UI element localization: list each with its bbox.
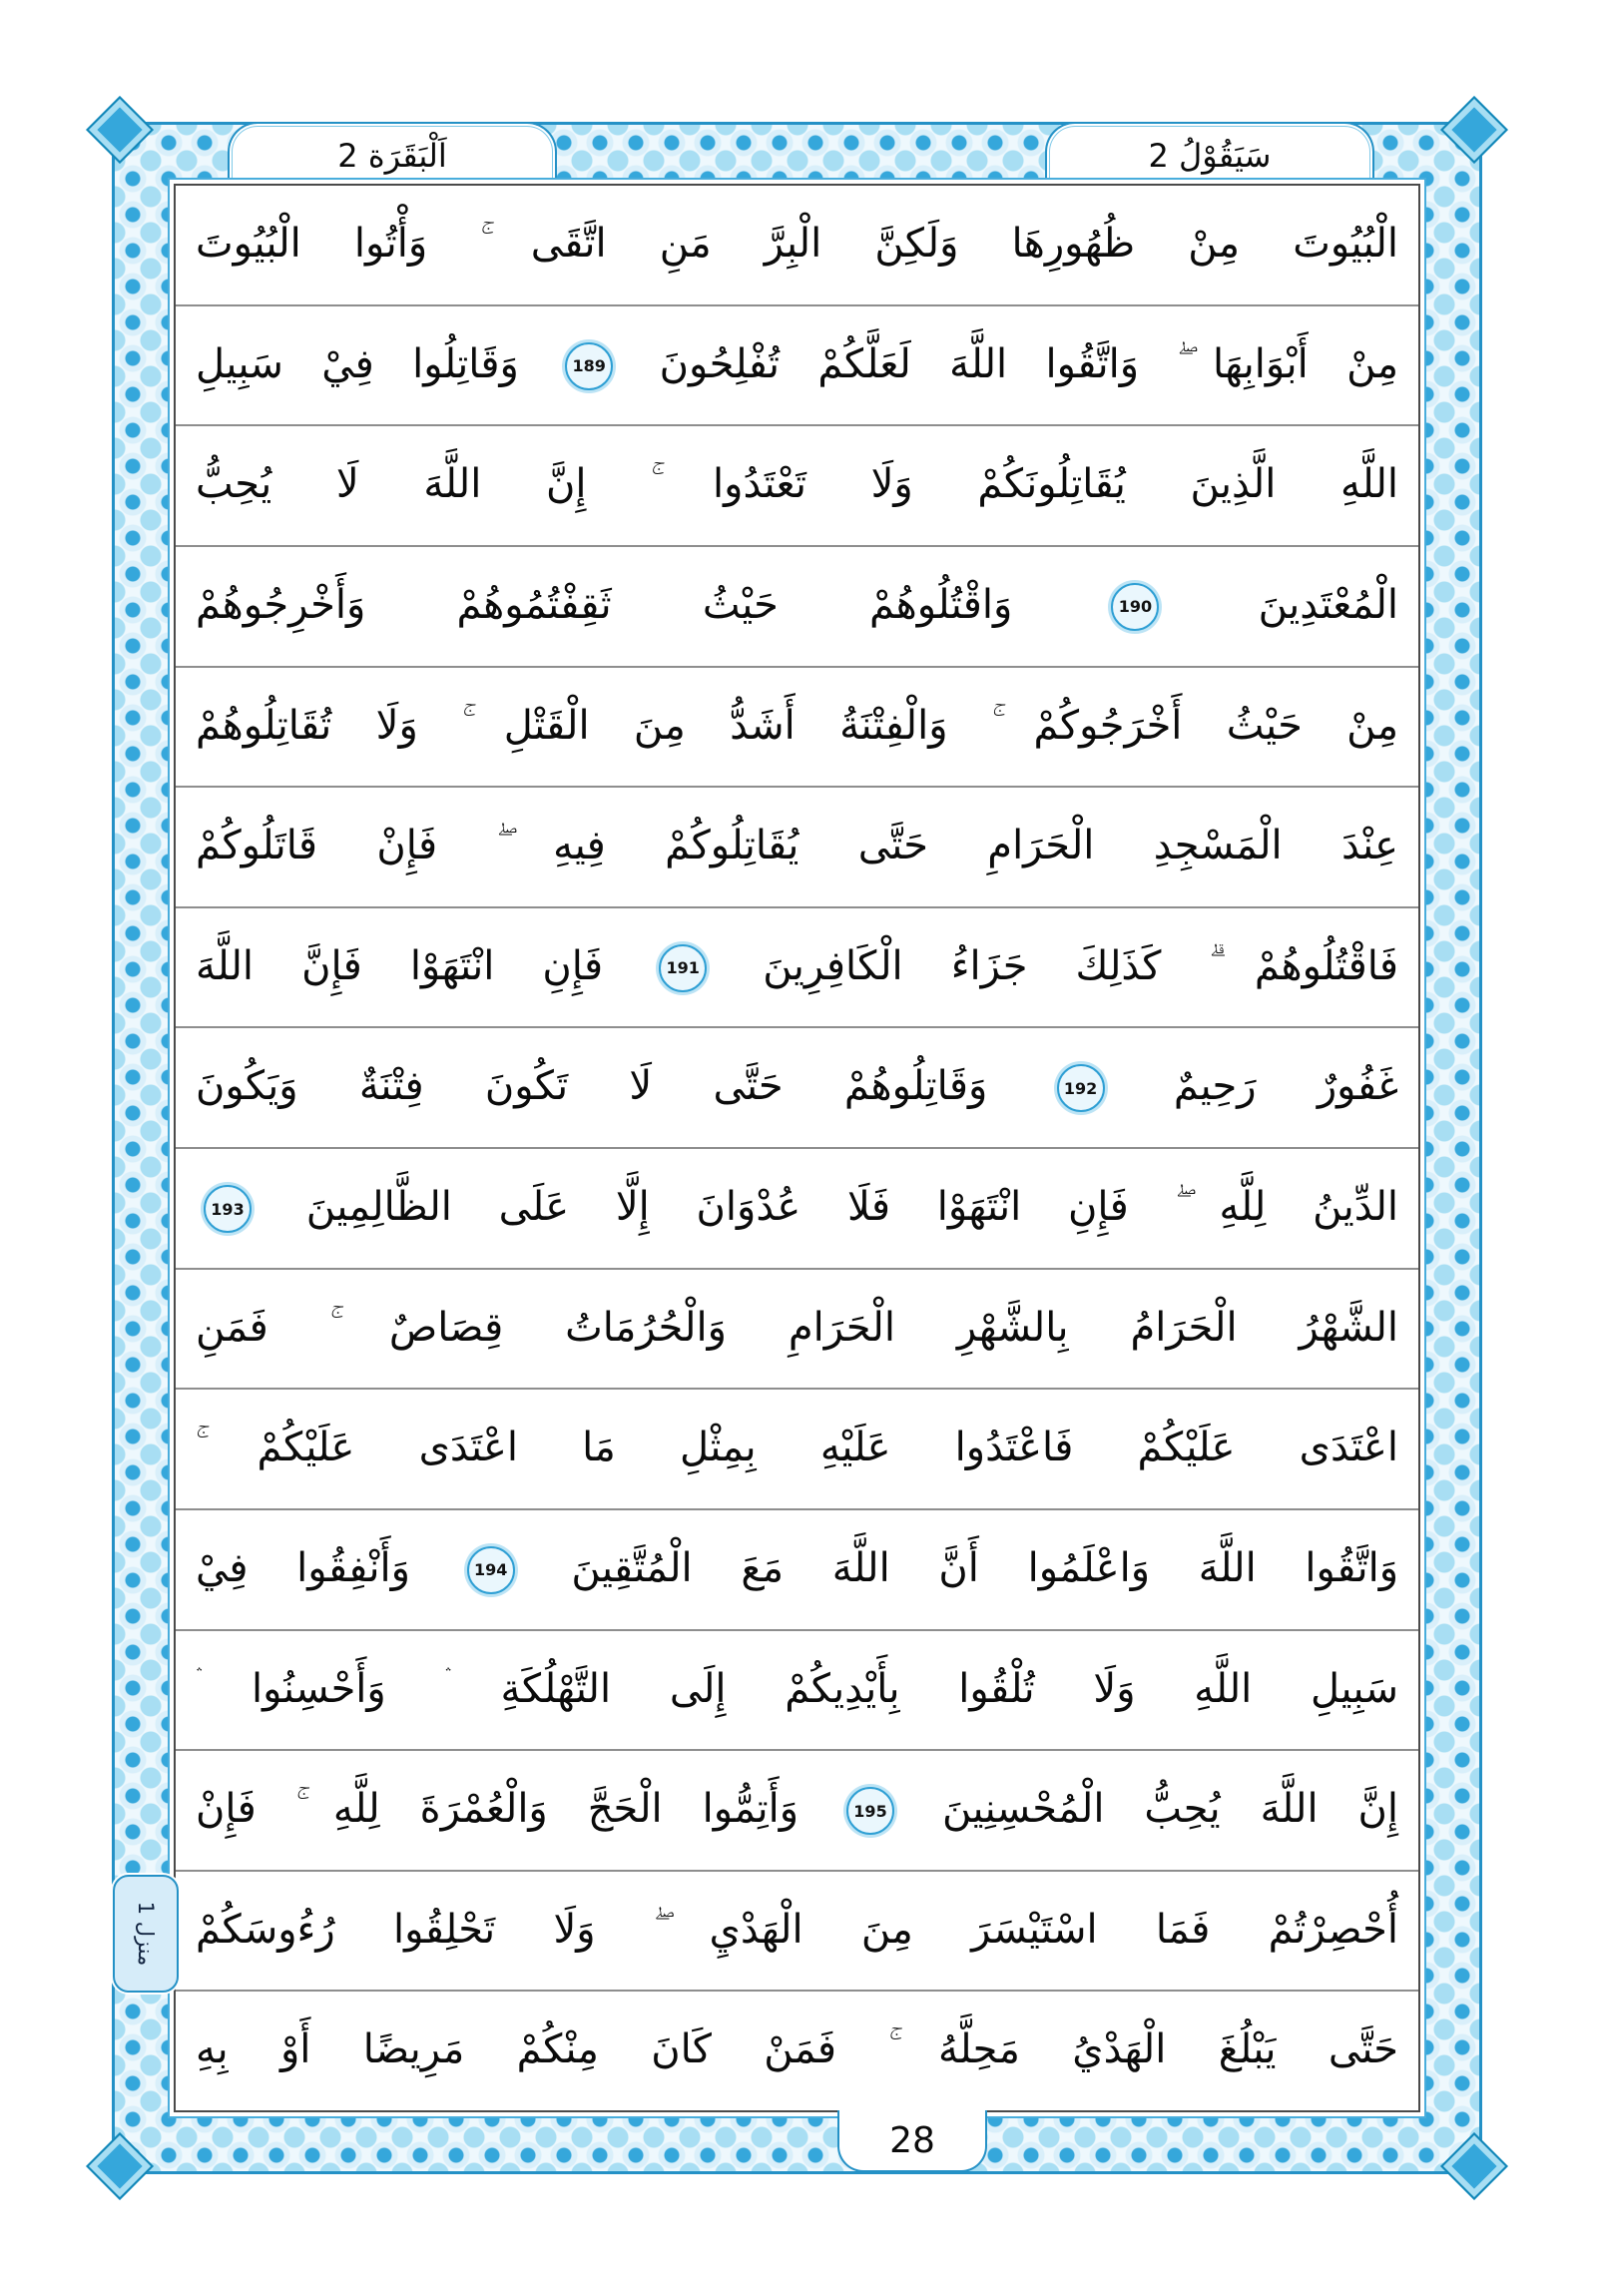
surah-title-cartouche xyxy=(228,122,557,188)
ayah-marker-192: 192 xyxy=(1057,1064,1105,1112)
verse-text: الْمُعْتَدِينَ xyxy=(1258,581,1399,628)
verse-text: عِنْدَ الْمَسْجِدِ الْحَرَامِ حَتَّى يُقَاتِلُوكُمْ فِيهِ ۖ فَإِنْ قَاتَلُوكُمْ xyxy=(196,823,1398,869)
quran-line-9 xyxy=(176,1149,1418,1270)
verse-text: مِنْ أَبْوَابِهَا ۖ وَاتَّقُوا اللَّهَ لَعَلَّكُمْ تُفْلِحُونَ xyxy=(659,340,1399,387)
ayah-marker-193: 193 xyxy=(204,1185,252,1233)
quran-line-14 xyxy=(176,1751,1418,1872)
quran-line-11 xyxy=(176,1390,1418,1510)
verse-text: وَاتَّقُوا اللَّهَ وَاعْلَمُوا أَنَّ اللَّهَ مَعَ الْمُتَّقِينَ xyxy=(571,1544,1399,1591)
quran-lines xyxy=(174,184,1420,2112)
quran-line-10 xyxy=(176,1270,1418,1391)
quran-line-3 xyxy=(176,426,1418,547)
verse-text: الدِّينُ لِلَّهِ ۖ فَإِنِ انْتَهَوْا فَلَا عُدْوَانَ إِلَّا عَلَى الظَّالِمِينَ xyxy=(305,1184,1398,1230)
quran-line-4 xyxy=(176,547,1418,668)
manzil-label: منزل 1 xyxy=(134,1901,159,1967)
verse-text: اعْتَدَى عَلَيْكُمْ فَاعْتَدُوا عَلَيْهِ بِمِثْلِ مَا اعْتَدَى عَلَيْكُمْ ۚ xyxy=(196,1425,1398,1471)
manzil-marker-tab xyxy=(113,1875,179,1993)
page-number: 28 xyxy=(889,2119,935,2161)
verse-text: وَأَتِمُّوا الْحَجَّ وَالْعُمْرَةَ لِلَّهِ ۚ فَإِنْ xyxy=(196,1786,799,1833)
verse-text: وَقَاتِلُوا فِيْ سَبِيلِ xyxy=(196,340,519,387)
quran-line-2 xyxy=(176,306,1418,427)
quran-line-6 xyxy=(176,788,1418,908)
juz-title-cartouche xyxy=(1045,122,1374,188)
surah-title: اَلْبَقَرَة 2 xyxy=(337,137,447,175)
verse-text: فَاقْتُلُوهُمْ ۗ كَذَلِكَ جَزَاءُ الْكَافِرِينَ xyxy=(763,942,1398,989)
verse-text: مِنْ حَيْثُ أَخْرَجُوكُمْ ۚ وَالْفِتْنَةُ أَشَدُّ مِنَ الْقَتْلِ ۚ وَلَا تُقَاتِلُوهُمْ xyxy=(196,702,1398,749)
verse-text: وَأَنْفِقُوا فِيْ xyxy=(196,1544,410,1591)
verse-text: وَاقْتُلُوهُمْ حَيْثُ ثَقِفْتُمُوهُمْ وَأَخْرِجُوهُمْ xyxy=(196,581,1013,628)
quran-line-7 xyxy=(176,908,1418,1029)
quran-line-15 xyxy=(176,1872,1418,1993)
quran-line-13 xyxy=(176,1631,1418,1752)
quran-line-5 xyxy=(176,668,1418,789)
quran-line-8 xyxy=(176,1028,1418,1149)
juz-title: سَيَقُوْلُ 2 xyxy=(1148,137,1272,175)
quran-line-16 xyxy=(176,1992,1418,2110)
ayah-marker-191: 191 xyxy=(659,944,707,992)
quran-line-12 xyxy=(176,1510,1418,1631)
ayah-marker-195: 195 xyxy=(846,1787,894,1835)
quran-line-1 xyxy=(176,186,1418,306)
ayah-marker-190: 190 xyxy=(1111,583,1159,631)
verse-text: حَتَّى يَبْلُغَ الْهَدْيُ مَحِلَّهُ ۚ فَمَنْ كَانَ مِنْكُمْ مَرِيضًا أَوْ بِهِ xyxy=(196,2026,1398,2073)
verse-text: إِنَّ اللَّهَ يُحِبُّ الْمُحْسِنِينَ xyxy=(941,1786,1399,1833)
verse-text: وَقَاتِلُوهُمْ حَتَّى لَا تَكُونَ فِتْنَةٌ وَيَكُونَ xyxy=(196,1063,988,1110)
verse-text: غَفُورٌ رَحِيمٌ xyxy=(1173,1063,1398,1110)
verse-text: اللَّهِ الَّذِينَ يُقَاتِلُونَكُمْ وَلَا تَعْتَدُوا ۚ إِنَّ اللَّهَ لَا يُحِبُّ xyxy=(196,461,1398,508)
ayah-marker-194: 194 xyxy=(467,1546,515,1594)
verse-text: سَبِيلِ اللَّهِ وَلَا تُلْقُوا بِأَيْدِيكُمْ إِلَى التَّهْلُكَةِ ۛ وَأَحْسِنُوا ۛ xyxy=(196,1665,1398,1712)
verse-text: أُحْصِرْتُمْ فَمَا اسْتَيْسَرَ مِنَ الْهَدْيِ ۖ وَلَا تَحْلِقُوا رُءُوسَكُمْ xyxy=(196,1906,1398,1953)
verse-text: فَإِنِ انْتَهَوْا فَإِنَّ اللَّهَ xyxy=(196,942,604,989)
ayah-marker-189: 189 xyxy=(565,342,613,390)
verse-text: الْبُيُوتَ مِنْ ظُهُورِهَا وَلَكِنَّ الْبِرَّ مَنِ اتَّقَى ۚ وَأْتُوا الْبُيُوتَ xyxy=(196,221,1398,267)
page-frame xyxy=(112,122,1482,2174)
verse-text: الشَّهْرُ الْحَرَامُ بِالشَّهْرِ الْحَرَامِ وَالْحُرُمَاتُ قِصَاصٌ ۚ فَمَنِ xyxy=(196,1304,1398,1351)
page-number-tab xyxy=(837,2110,987,2172)
